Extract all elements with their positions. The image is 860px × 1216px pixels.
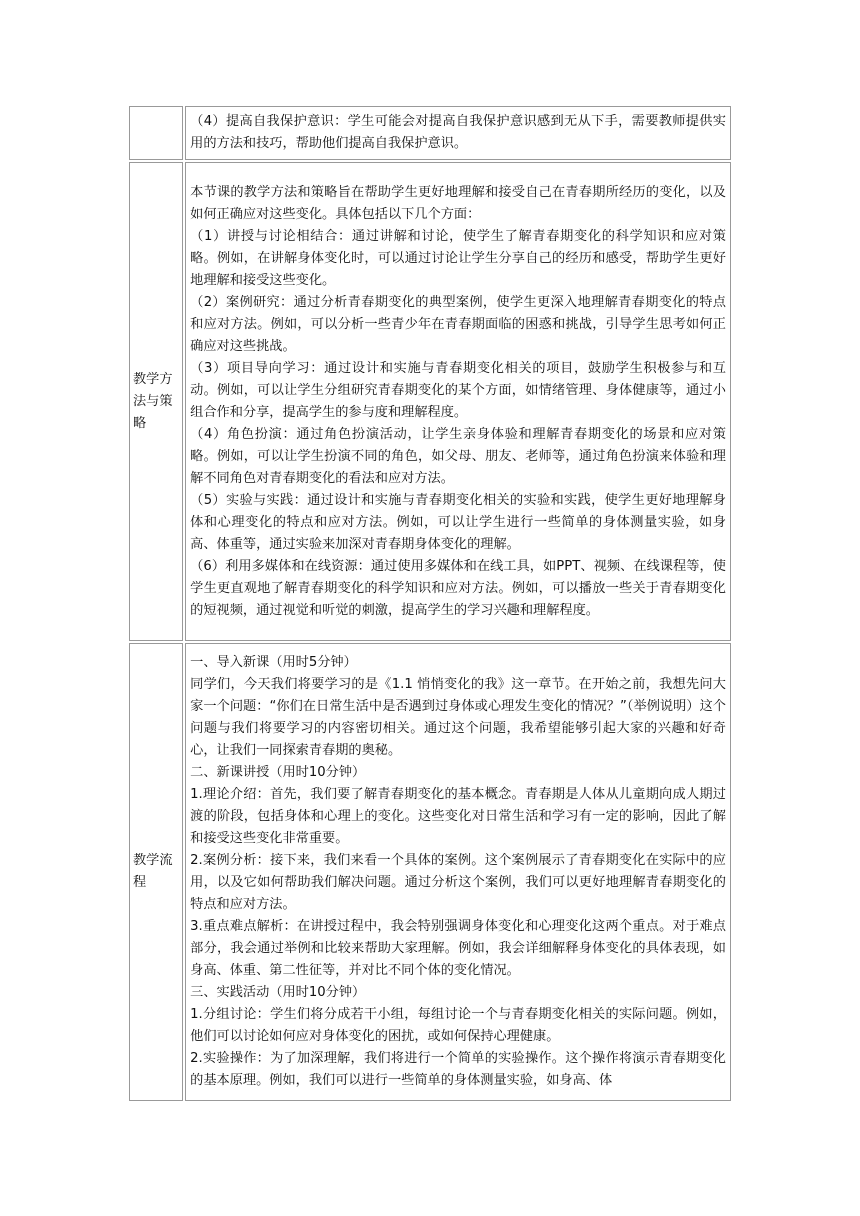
paragraph: 1.理论介绍：首先，我们要了解青春期变化的基本概念。青春期是人体从儿童期向成人期过渡的阶段，包括身体和心理上的变化。这些变化对日常生活和学习有一定的影响，因此了解和接受这些变化非常重要。 <box>190 787 726 846</box>
row-label-teaching-process: 教学流程 <box>129 643 183 1101</box>
row-content <box>185 162 731 641</box>
row-content <box>185 106 731 160</box>
paragraph: 3.重点难点解析：在讲授过程中，我会特别强调身体变化和心理变化这两个重点。对于难点部分，我会通过举例和比较来帮助大家理解。例如，我会详细解释身体变化的具体表现，如身高、体重、第二性征等，并对比不同个体的变化情况。 <box>190 919 726 978</box>
lesson-plan-table <box>127 104 733 1103</box>
paragraph: （6）利用多媒体和在线资源：通过使用多媒体和在线工具，如PPT、视频、在线课程等，使学生更直观地了解青春期变化的科学知识和应对方法。例如，可以播放一些关于青春期变化的短视频，通过视觉和听觉的刺激，提高学生的学习兴趣和理解程度。 <box>190 558 726 618</box>
paragraph: （3）项目导向学习：通过设计和实施与青春期变化相关的项目，鼓励学生积极参与和互动。例如，可以让学生分组研究青春期变化的某个方面，如情绪管理、身体健康等，通过小组合作和分享，提高学生的参与度和理解程度。 <box>190 360 726 420</box>
paragraph: 一、导入新课（用时5分钟） <box>190 655 357 670</box>
table-row <box>129 162 731 641</box>
paragraph: 2.案例分析：接下来，我们来看一个具体的案例。这个案例展示了青春期变化在实际中的应用，以及它如何帮助我们解决问题。通过分析这个案例，我们可以更好地理解青春期变化的特点和应对方法。 <box>190 853 726 912</box>
paragraph: （4）角色扮演：通过角色扮演活动，让学生亲身体验和理解青春期变化的场景和应对策略。例如，可以让学生扮演不同的角色，如父母、朋友、老师等，通过角色扮演来体验和理解不同角色对青春期变化的看法和应对方法。 <box>190 426 726 486</box>
table-row <box>129 643 731 1101</box>
paragraph: 1.分组讨论：学生们将分成若干小组，每组讨论一个与青春期变化相关的实际问题。例如，他们可以讨论如何应对身体变化的困扰，或如何保持心理健康。 <box>190 1007 726 1044</box>
paragraph: （2）案例研究：通过分析青春期变化的典型案例，使学生更深入地理解青春期变化的特点和应对方法。例如，可以分析一些青少年在青春期面临的困惑和挑战，引导学生思考如何正确应对这些挑战。 <box>190 294 726 354</box>
paragraph: （1）讲授与讨论相结合：通过讲解和讨论，使学生了解青春期变化的科学知识和应对策略。例如，在讲解身体变化时，可以通过讨论让学生分享自己的经历和感受，帮助学生更好地理解和接受这些变化。 <box>190 228 726 288</box>
paragraph: 本节课的教学方法和策略旨在帮助学生更好地理解和接受自己在青春期所经历的变化，以及如何正确应对这些变化。具体包括以下几个方面： <box>190 184 726 222</box>
paragraph: 同学们，今天我们将要学习的是《1.1 悄悄变化的我》这一章节。在开始之前，我想先问大家一个问题：“你们在日常生活中是否遇到过身体或心理发生变化的情况？”（举例说明）这个问题与我们将要学习的内容密切相关。通过这个问题，我希望能够引起大家的兴趣和好奇心，让我们一同探索青春期的奥秘。 <box>190 677 726 758</box>
paragraph: 三、实践活动（用时10分钟） <box>190 985 366 1000</box>
paragraph: （5）实验与实践：通过设计和实施与青春期变化相关的实验和实践，使学生更好地理解身体和心理变化的特点和应对方法。例如，可以让学生进行一些简单的身体测量实验，如身高、体重等，通过实验来加深对青春期身体变化的理解。 <box>190 492 726 552</box>
row-label <box>129 106 183 160</box>
paragraph: 2.实验操作：为了加深理解，我们将进行一个简单的实验操作。这个操作将演示青春期变化的基本原理。例如，我们可以进行一些简单的身体测量实验，如身高、体 <box>190 1051 726 1088</box>
table-row <box>129 106 731 160</box>
paragraph: 二、新课讲授（用时10分钟） <box>190 765 366 780</box>
row-label-teaching-methods: 教学方法与策略 <box>129 162 183 641</box>
paragraph: （4）提高自我保护意识：学生可能会对提高自我保护意识感到无从下手，需要教师提供实用的方法和技巧，帮助他们提高自我保护意识。 <box>190 114 726 151</box>
row-content <box>185 643 731 1101</box>
lesson-plan-page <box>127 104 733 1103</box>
